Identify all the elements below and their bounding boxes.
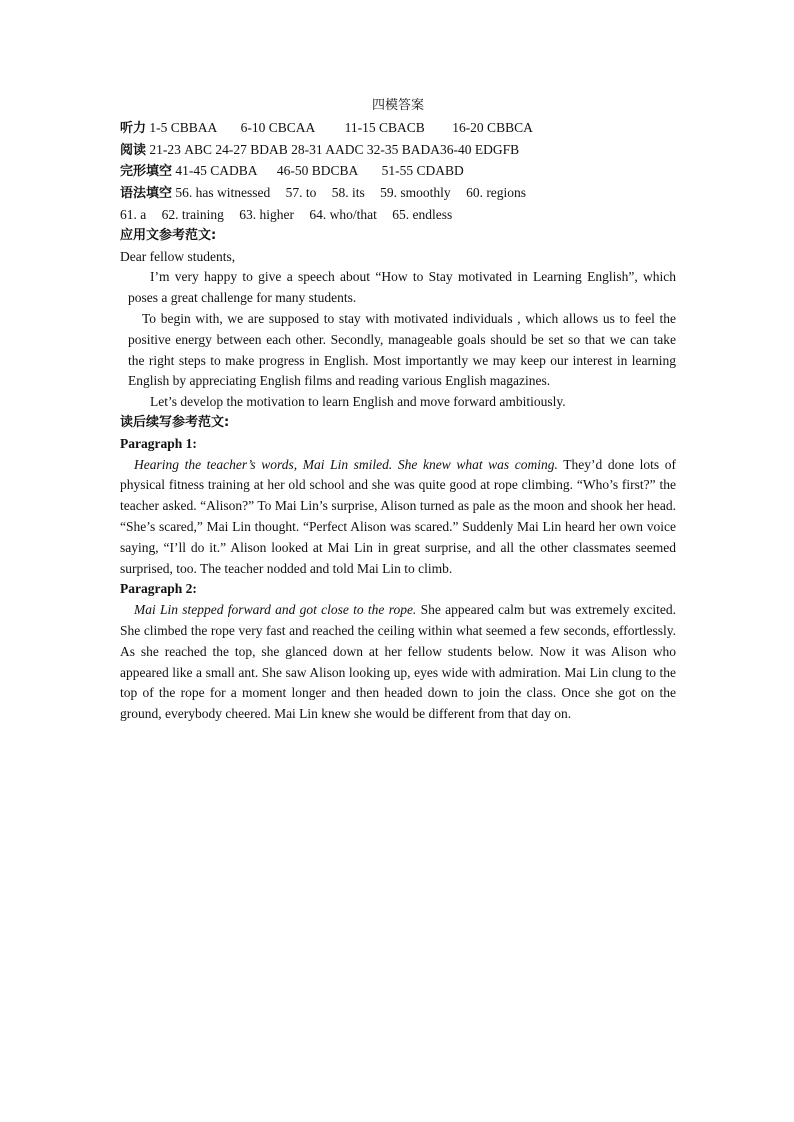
letter-salutation: Dear fellow students, <box>120 248 236 264</box>
grammar-item: 60. regions <box>466 185 527 201</box>
reading-answers <box>120 140 676 162</box>
grammar-item: 61. a <box>120 206 147 222</box>
paragraph-2-label: Paragraph 2: <box>120 581 197 597</box>
grammar-item: 64. who/that <box>309 206 377 222</box>
grammar-item: 58. its <box>331 185 365 201</box>
cloze-group: 51-55 CDABD <box>381 163 464 179</box>
applied-paragraph: To begin with, we are supposed to stay with motivated individuals , which allows us to feel the positive energy between each other. Secondly, manageable goals should be set so that we can take the right steps to make progress in English. Most importantly we may keep our interest in learning English by appreciating English films and reading various English magazines. <box>128 310 676 389</box>
grammar-item: 63. higher <box>239 206 294 222</box>
page-title: 四模答案 <box>371 98 424 113</box>
listening-group: 6-10 CBCAA <box>240 119 316 135</box>
grammar-answers-line2 <box>120 205 676 226</box>
reading-text: 21-23 ABC 24-27 BDAB 28-31 AADC 32-35 BADA36-40 EDGFB <box>149 141 520 157</box>
given-opening-sentence: Hearing the teacher’s words, Mai Lin smiled. She knew what was coming. <box>134 456 558 472</box>
cloze-label: 完形填空 <box>120 164 173 180</box>
cloze-group: 41-45 CADBA <box>175 163 258 179</box>
grammar-item: 62. training <box>161 206 224 222</box>
listening-group: 1-5 CBBAA <box>149 119 218 135</box>
grammar-item: 56. has witnessed <box>175 185 271 201</box>
cloze-answers <box>120 161 676 183</box>
paragraph-body: She appeared calm but was extremely excited. She climbed the rope very fast and reached the ceiling within what seemed a few seconds, effortlessly. As she reached the top, she glanced down at her fellow students below. Now it was Alison who appeared like a small ant. She saw Alison looking up, eyes wide with admiration. Mai Lin clung to the top of the rope for a moment longer and then headed down to join the class. Once she got on the ground, everybody cheered. Mai Lin knew she would be different from that day on. <box>120 602 676 722</box>
continuation-heading: 读后续写参考范文: <box>120 414 230 430</box>
listening-group: 16-20 CBBCA <box>452 119 533 135</box>
listening-group: 11-15 CBACB <box>344 119 425 135</box>
grammar-answers-line1 <box>120 183 676 205</box>
reading-label: 阅读 <box>120 142 147 158</box>
applied-paragraph: I’m very happy to give a speech about “How to Stay motivated in Learning English”, which poses a great challenge for many students. <box>128 269 676 306</box>
given-opening-sentence: Mai Lin stepped forward and got close to the rope. <box>134 602 417 618</box>
paragraph-body: They’d done lots of physical fitness training at her old school and she was quite good at rope climbing. “Who’s first?” the teacher asked. “Alison?” To Mai Lin’s surprise, Alison turned as pale as the moon and shook her head. “She’s scared,” Mai Lin thought. “Perfect Alison was scared.” Suddenly Mai Lin heard her own voice saying, “I’ll do it.” Alison looked at Mai Lin in great surprise, and all the other classmates seemed surprised, too. The teacher nodded and told Mai Lin to climb. <box>120 456 676 576</box>
continuation-paragraph-2 <box>120 600 676 725</box>
applied-paragraph: Let’s develop the motivation to learn English and move forward ambitiously. <box>150 394 566 410</box>
grammar-item: 65. endless <box>392 206 453 222</box>
cloze-group: 46-50 BDCBA <box>276 163 359 179</box>
grammar-item: 59. smoothly <box>380 185 451 201</box>
paragraph-1-label: Paragraph 1: <box>120 435 197 451</box>
answer-document <box>120 96 676 725</box>
applied-writing-heading: 应用文参考范文: <box>120 227 217 243</box>
continuation-paragraph-1 <box>120 455 676 580</box>
listening-label: 听力 <box>120 120 147 136</box>
grammar-item: 57. to <box>285 185 317 201</box>
grammar-label: 语法填空 <box>120 186 173 202</box>
listening-answers <box>120 118 676 140</box>
